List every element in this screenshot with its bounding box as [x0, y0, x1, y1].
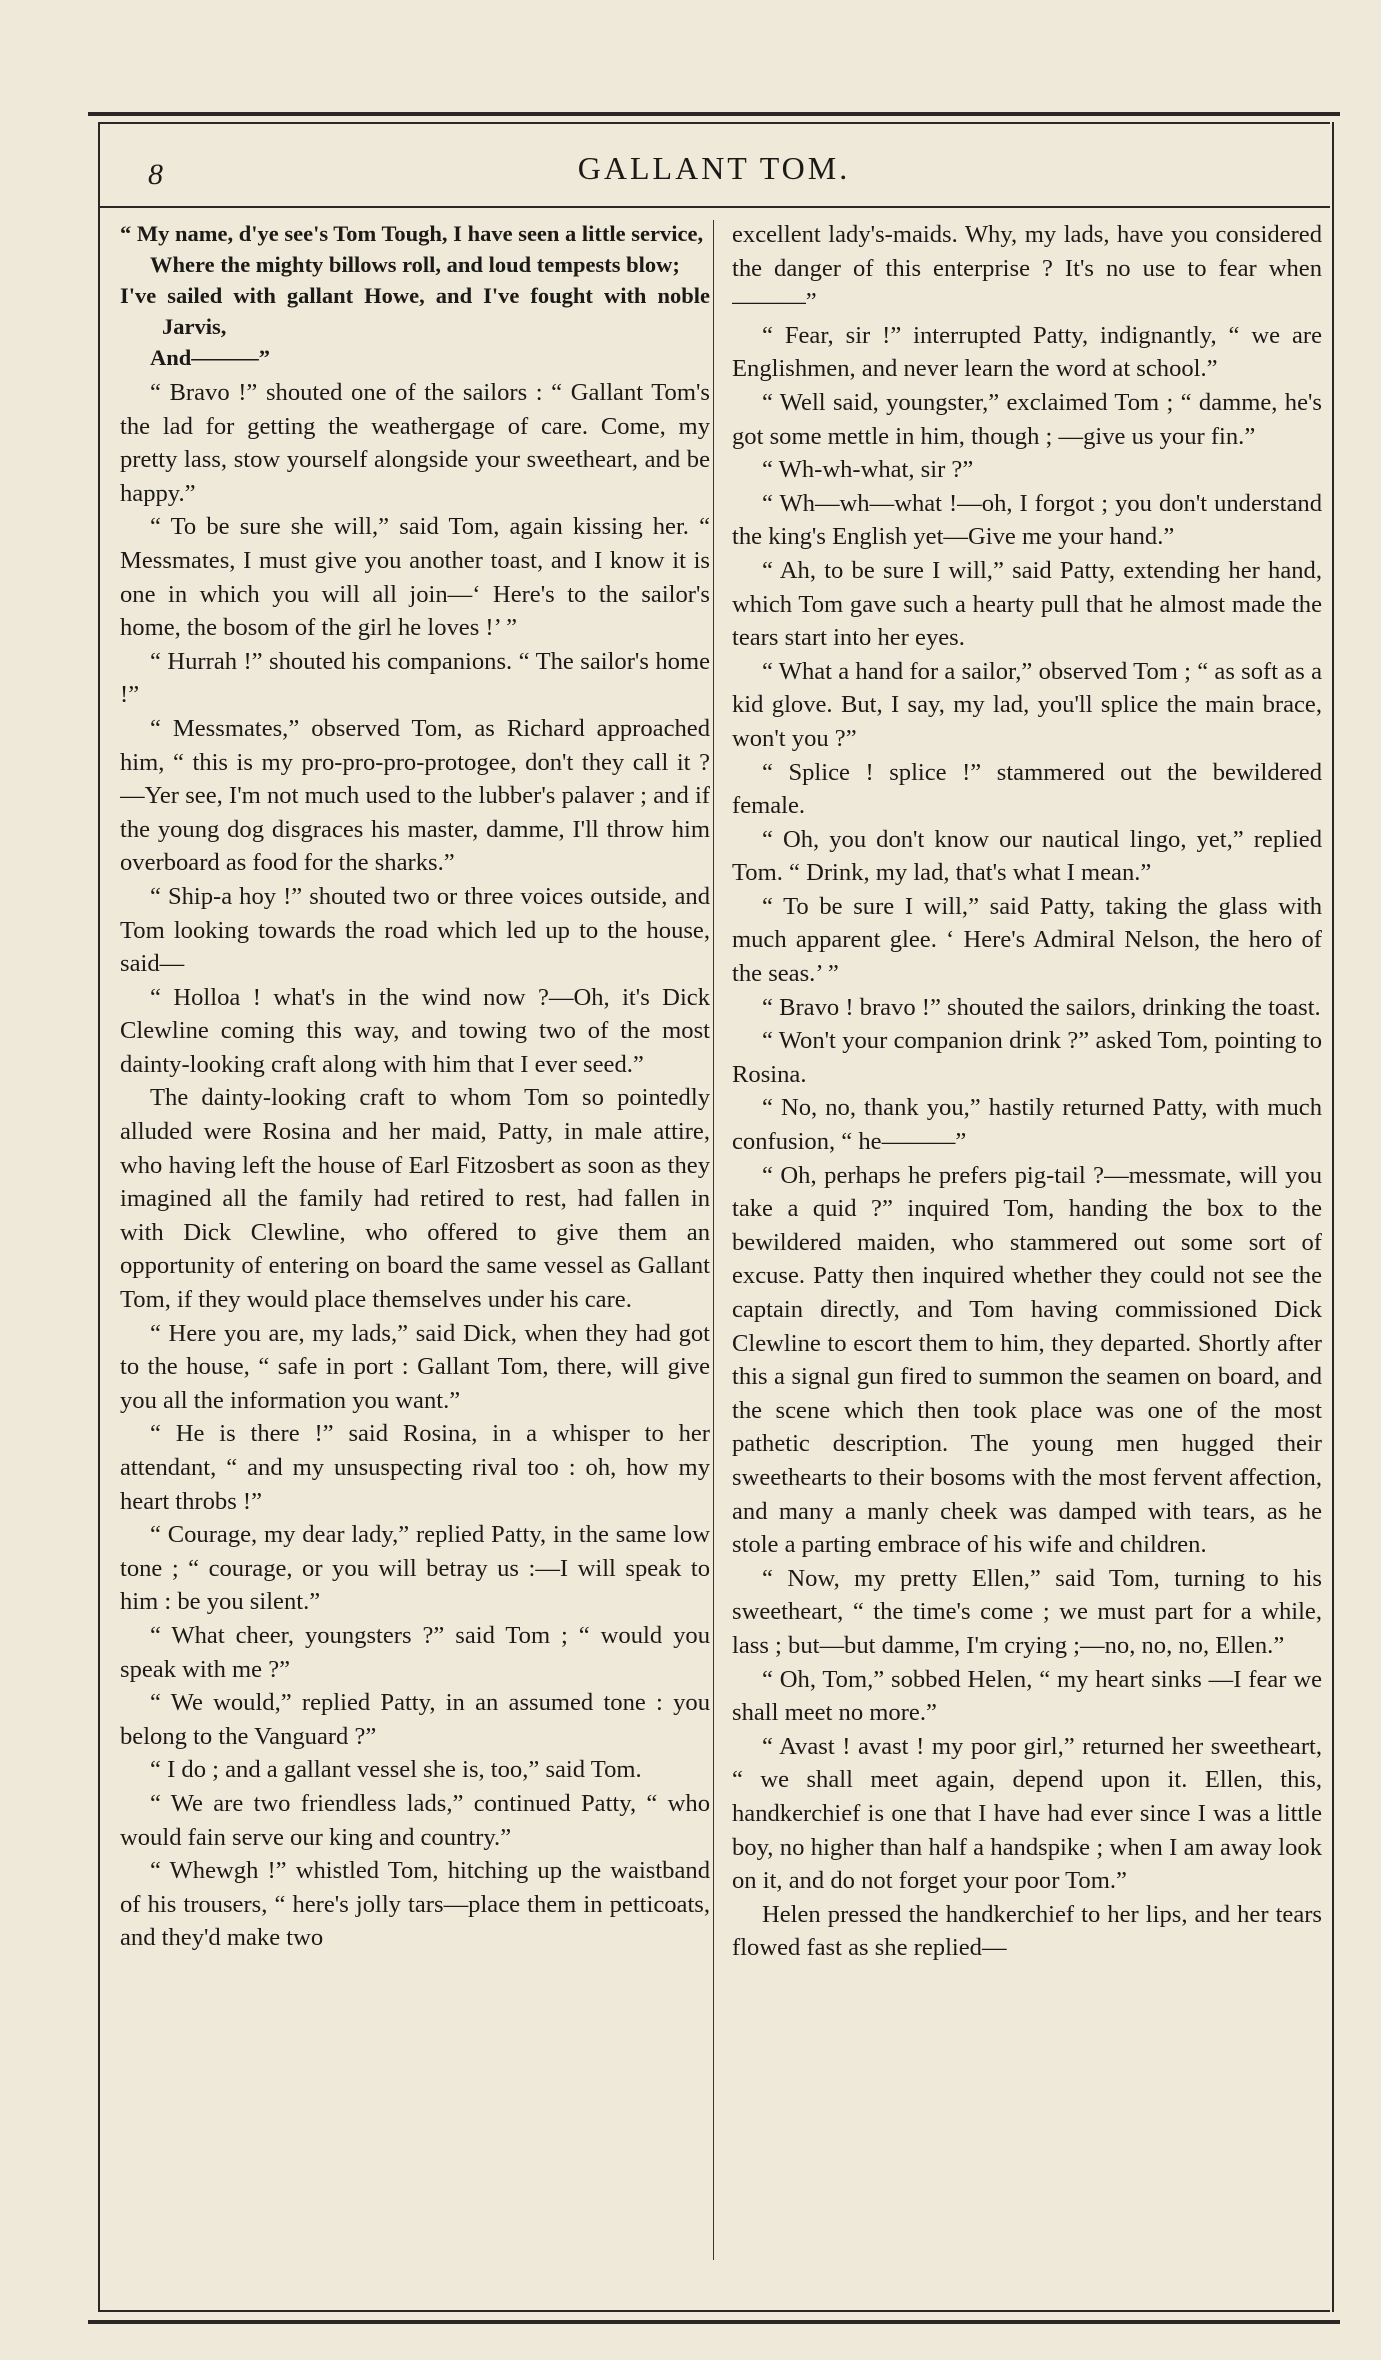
column-divider — [713, 220, 714, 2260]
paragraph: “ Here you are, my lads,” said Dick, when they had got to the house, “ safe in port : Gallant Tom, there, will give you all the information you want.” — [120, 1319, 710, 1414]
paragraph: “ Oh, Tom,” sobbed Helen, “ my heart sinks —I fear we shall meet no more.” — [732, 1665, 1322, 1727]
paragraph: “ No, no, thank you,” hastily returned Patty, with much confusion, “ he———” — [732, 1094, 1322, 1156]
verse-line: “ My name, d'ye see's Tom Tough, I have seen a little service, — [120, 221, 704, 246]
page-number: 8 — [148, 158, 163, 191]
paragraph: “ To be sure I will,” said Patty, taking the glass with much apparent glee. ‘ Here's Admiral Nelson, the hero of the seas.’ ” — [732, 892, 1322, 988]
paragraph: “ Oh, perhaps he prefers pig-tail ?—messmate, will you take a quid ?” inquired Tom, handing the box to the bewildered maiden, who stammered out some sort of excuse. Patty then inquired whether they could not see the captain directly, and Tom having commissioned Dick Clewline to escort them to him, they departed. Shortly after this a signal gun fired to summon the seamen on board, and the scene which then took place was one of the most pathetic description. The young men hugged their sweethearts to their bosoms with the most fervent affection, and many a manly cheek was damped with tears, as he stole a parting embrace of his wife and children. — [732, 1161, 1322, 1559]
paragraph: “ Bravo !” shouted one of the sailors : “ Gallant Tom's the lad for getting the weathergage of care. Come, my pretty lass, stow yourself alongside your sweetheart, and be happy.” — [120, 379, 710, 507]
top-double-rule-outer — [88, 112, 1340, 116]
paragraph: Helen pressed the handkerchief to her lips, and her tears flowed fast as she replied— — [732, 1900, 1322, 1962]
paragraph: “ We are two friendless lads,” continued Patty, “ who would fain serve our king and country.” — [120, 1789, 710, 1851]
paragraph: “ Oh, you don't know our nautical lingo, yet,” replied Tom. “ Drink, my lad, that's what I mean.” — [732, 825, 1322, 887]
paragraph: “ What cheer, youngsters ?” said Tom ; “ would you speak with me ?” — [120, 1621, 710, 1683]
paragraph: “ Courage, my dear lady,” replied Patty, in the same low tone ; “ courage, or you will betray us :—I will speak to him : be you silent.” — [120, 1521, 710, 1616]
paragraph: “ Ah, to be sure I will,” said Patty, extending her hand, which Tom gave such a hearty pull that he almost made the tears start into her eyes. — [732, 556, 1322, 652]
paragraph: “ Bravo ! bravo !” shouted the sailors, drinking the toast. — [762, 993, 1321, 1021]
paragraph: “ Now, my pretty Ellen,” said Tom, turning to his sweetheart, “ the time's come ; we must part for a while, lass ; but—but damme, I'm crying ;—no, no, no, Ellen.” — [732, 1564, 1322, 1659]
paragraph: “ Won't your companion drink ?” asked Tom, pointing to Rosina. — [732, 1027, 1322, 1088]
paragraph: “ To be sure she will,” said Tom, again kissing her. “ Messmates, I must give you another toast, and I know it is one in which you will all join—‘ Here's to the sailor's home, the bosom of the girl he loves !’ ” — [120, 513, 710, 642]
running-title: GALLANT TOM. — [577, 150, 851, 186]
paragraph: “ Wh—wh—what !—oh, I forgot ; you don't understand the king's English yet—Give me your hand.” — [732, 489, 1322, 551]
paragraph: “ Fear, sir !” interrupted Patty, indignantly, “ we are Englishmen, and never learn the word at school.” — [732, 321, 1322, 383]
paragraph: “ Avast ! avast ! my poor girl,” returned her sweetheart, “ we shall meet again, depend upon it. Ellen, this, handkerchief is one that I have had ever since I was a little boy, no higher than half a handspike ; when I am away look on it, and do not forget your poor Tom.” — [732, 1732, 1322, 1895]
paragraph: “ Whewgh !” whistled Tom, hitching up the waistband of his trousers, “ here's jolly tars—place them in petticoats, and they'd make two — [120, 1857, 710, 1952]
verse-line: And———” — [150, 345, 271, 370]
left-column — [120, 218, 710, 2268]
right-column — [732, 218, 1322, 2268]
paragraph: “ What a hand for a sailor,” observed Tom ; “ as soft as a kid glove. But, I say, my lad, you'll splice the main brace, won't you ?” — [732, 657, 1322, 752]
paragraph: “ Splice ! splice !” stammered out the bewildered female. — [732, 758, 1322, 820]
paragraph: “ We would,” replied Patty, in an assumed tone : you belong to the Vanguard ?” — [120, 1689, 710, 1750]
paragraph-continued: excellent lady's-maids. Why, my lads, have you considered the danger of this enterprise ? It's no use to fear when———” — [732, 221, 1322, 316]
verse-line: I've sailed with gallant Howe, and I've fought with noble Jarvis, — [120, 283, 710, 339]
paragraph: “ I do ; and a gallant vessel she is, too,” said Tom. — [150, 1756, 642, 1784]
song-verse — [120, 218, 710, 373]
paragraph: “ Holloa ! what's in the wind now ?—Oh, it's Dick Clewline coming this way, and towing two of the most dainty-looking craft along with him that I ever seed.” — [120, 983, 710, 1078]
paragraph: “ He is there !” said Rosina, in a whisper to her attendant, “ and my unsuspecting rival too : oh, how my heart throbs !” — [120, 1420, 710, 1515]
bottom-rule-outer — [88, 2320, 1340, 2324]
paragraph: “ Messmates,” observed Tom, as Richard approached him, “ this is my pro-pro-pro-protogee, don't they call it ?—Yer see, I'm not much used to the lubber's palaver ; and if the young dog disgraces his master, damme, I'll throw him overboard as food for the sharks.” — [120, 714, 710, 877]
paragraph: The dainty-looking craft to whom Tom so pointedly alluded were Rosina and her maid, Patty, in male attire, who having left the house of Earl Fitzosbert as soon as they imagined all the family had retired to rest, had fallen in with Dick Clewline, who offered to give them an opportunity of entering on board the same vessel as Gallant Tom, if they would place themselves under his care. — [120, 1084, 710, 1314]
paragraph: “ Well said, youngster,” exclaimed Tom ; “ damme, he's got some mettle in him, though ; —give us your fin.” — [732, 388, 1322, 450]
verse-line: Where the mighty billows roll, and loud tempests blow; — [150, 252, 680, 277]
paragraph: “ Hurrah !” shouted his companions. “ The sailor's home !” — [120, 647, 710, 709]
paragraph: “ Ship-a hoy !” shouted two or three voices outside, and Tom looking towards the road which led up to the house, said— — [120, 882, 710, 978]
paragraph: “ Wh-wh-what, sir ?” — [762, 456, 974, 484]
page-header — [98, 140, 1330, 202]
